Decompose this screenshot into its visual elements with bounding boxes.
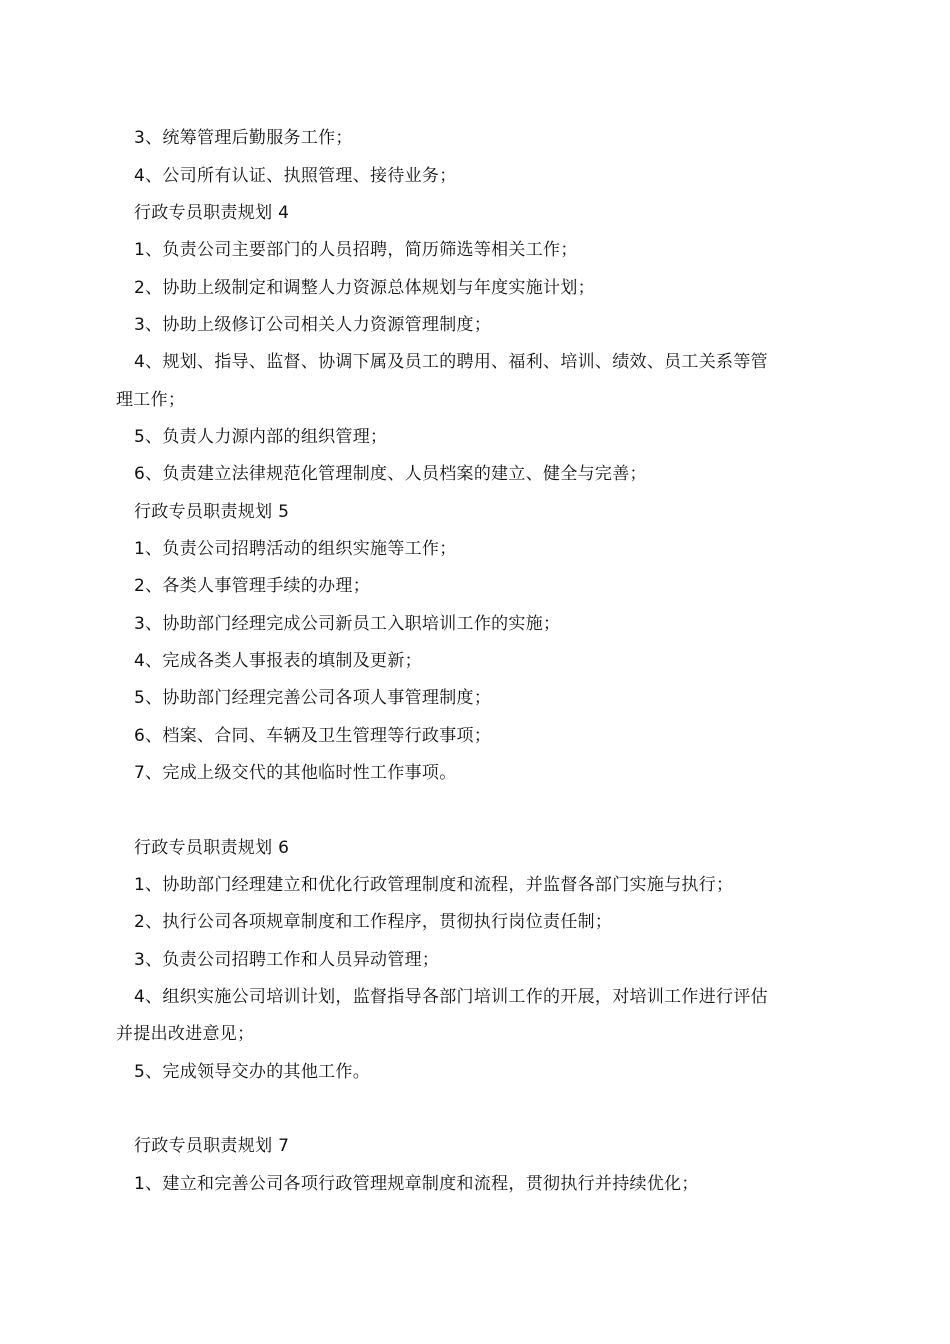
list-item: 7、完成上级交代的其他临时性工作事项。 bbox=[134, 763, 457, 783]
list-item-continuation: 并提出改进意见； bbox=[116, 1024, 255, 1044]
list-item: 6、档案、合同、车辆及卫生管理等行政事项； bbox=[134, 726, 492, 746]
list-item: 3、协助上级修订公司相关人力资源管理制度； bbox=[134, 315, 492, 335]
list-item: 4、组织实施公司培训计划，监督指导各部门培训工作的开展，对培训工作进行评估 bbox=[134, 987, 768, 1007]
list-item: 5、负责人力源内部的组织管理； bbox=[134, 427, 388, 447]
section-heading: 行政专员职责规划 7 bbox=[134, 1136, 290, 1156]
list-item: 4、完成各类人事报表的填制及更新； bbox=[134, 651, 422, 671]
list-item: 5、协助部门经理完善公司各项人事管理制度； bbox=[134, 688, 492, 708]
list-item: 1、建立和完善公司各项行政管理规章制度和流程，贯彻执行并持续优化； bbox=[134, 1174, 699, 1194]
list-item: 2、协助上级制定和调整人力资源总体规划与年度实施计划； bbox=[134, 278, 595, 298]
section-heading: 行政专员职责规划 5 bbox=[134, 502, 290, 522]
section-heading: 行政专员职责规划 6 bbox=[134, 838, 290, 858]
list-item: 1、负责公司主要部门的人员招聘，简历筛选等相关工作； bbox=[134, 240, 578, 260]
list-item: 3、负责公司招聘工作和人员异动管理； bbox=[134, 950, 440, 970]
list-item: 4、规划、指导、监督、协调下属及员工的聘用、福利、培训、绩效、员工关系等管 bbox=[134, 352, 768, 372]
list-item: 6、负责建立法律规范化管理制度、人员档案的建立、健全与完善； bbox=[134, 464, 647, 484]
list-item-continuation: 理工作； bbox=[116, 390, 186, 410]
list-item: 3、协助部门经理完成公司新员工入职培训工作的实施； bbox=[134, 614, 561, 634]
list-item: 3、统筹管理后勤服务工作； bbox=[134, 128, 353, 148]
list-item: 5、完成领导交办的其他工作。 bbox=[134, 1062, 371, 1082]
list-item: 1、协助部门经理建立和优化行政管理制度和流程，并监督各部门实施与执行； bbox=[134, 875, 734, 895]
section-heading: 行政专员职责规划 4 bbox=[134, 203, 290, 223]
list-item: 2、各类人事管理手续的办理； bbox=[134, 576, 371, 596]
list-item: 4、公司所有认证、执照管理、接待业务； bbox=[134, 166, 457, 186]
list-item: 1、负责公司招聘活动的组织实施等工作； bbox=[134, 539, 457, 559]
list-item: 2、执行公司各项规章制度和工作程序，贯彻执行岗位责任制； bbox=[134, 912, 613, 932]
